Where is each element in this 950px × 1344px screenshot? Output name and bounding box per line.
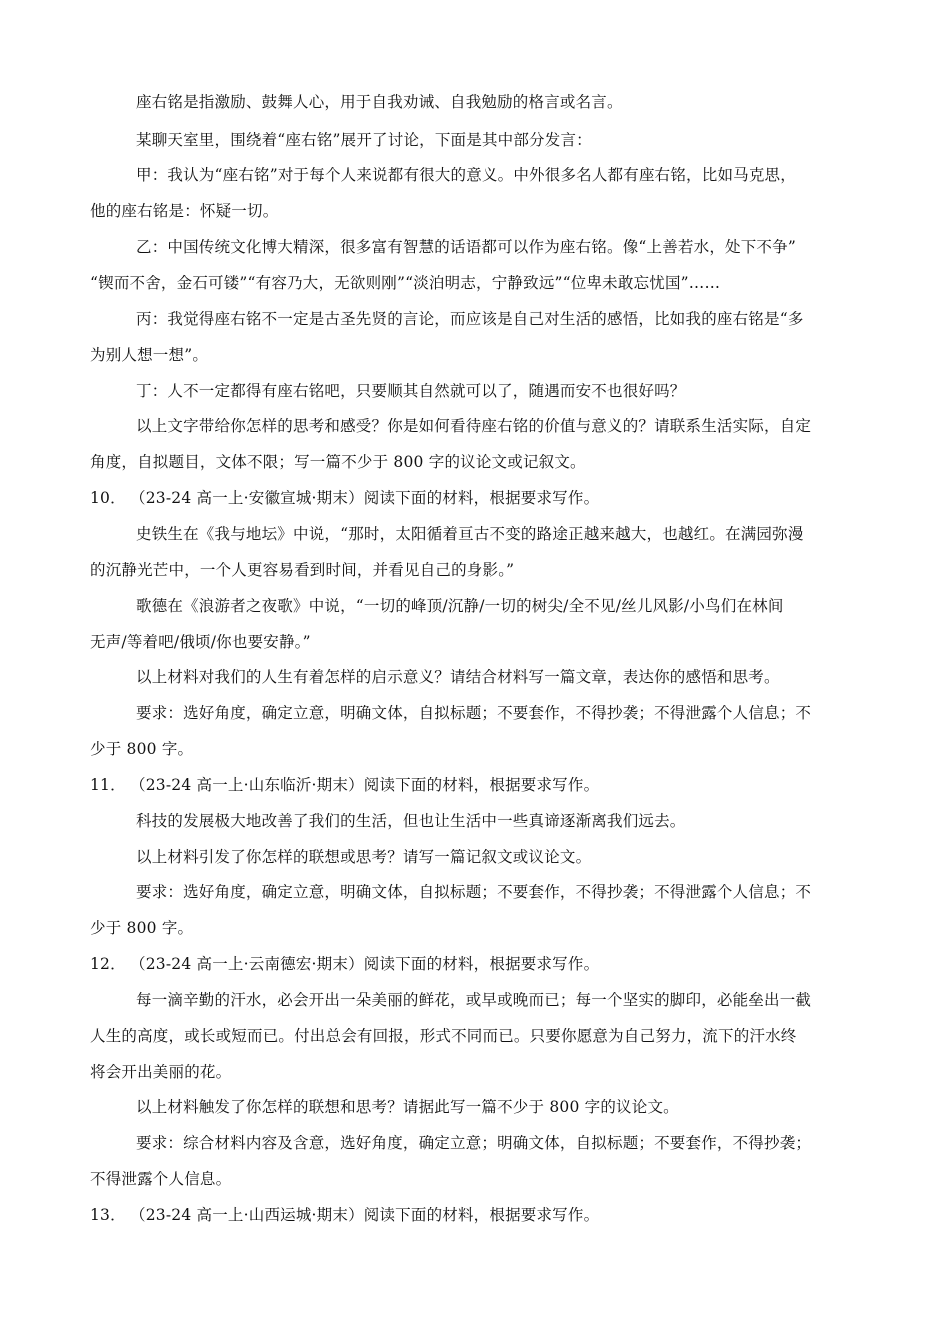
q11-material: 科技的发展极大地改善了我们的生活，但也让生活中一些真谛逐渐离我们远去。 [136,812,686,830]
q12-material-continued: 将会开出美丽的花。 [90,1063,232,1081]
question-11-header [90,775,599,795]
q10-requirements-continued: 少于 800 字。 [90,740,194,758]
question-13-header [90,1205,599,1225]
q11-requirements: 要求：选好角度，确定立意，明确文体，自拟标题；不要套作，不得抄袭；不得泄露个人信息；不 [136,883,812,901]
question-12-header [90,954,599,974]
q10-task: 以上材料对我们的人生有着怎样的启示意义？请结合材料写一篇文章，表达你的感悟和思考。 [136,668,780,686]
question-number: 10． [90,489,126,507]
q11-task: 以上材料引发了你怎样的联想或思考？请写一篇记叙文或议论文。 [136,848,592,866]
q12-requirements-continued: 不得泄露个人信息。 [90,1170,232,1188]
q9-speaker-bing-continued: 为别人想一想”。 [90,346,209,364]
q12-requirements: 要求：综合材料内容及含意，选好角度，确定立意；明确文体，自拟标题；不要套作，不得抄袭； [136,1134,812,1152]
q12-task: 以上材料触发了你怎样的联想和思考？请据此写一篇不少于 800 字的议论文。 [136,1098,679,1116]
question-source-title: （23-24 高一上·山东临沂·期末）阅读下面的材料，根据要求写作。 [130,776,600,794]
question-number: 13． [90,1206,126,1224]
q9-speaker-jia-continued: 他的座右铭是：怀疑一切。 [90,202,279,220]
q9-speaker-yi-continued: “锲而不舍，金石可镂”“有容乃大，无欲则刚”“淡泊明志，宁静致远”“位卑未敢忘忧国”…… [90,274,721,292]
q12-material-continued: 人生的高度，或长或短而已。付出总会有回报，形式不同而已。只要你愿意为自己努力，流下的汗水终 [90,1027,797,1045]
q9-speaker-yi: 乙：中国传统文化博大精深，很多富有智慧的话语都可以作为座右铭。像“上善若水，处下不争” [136,238,796,256]
q10-requirements: 要求：选好角度，确定立意，明确文体，自拟标题；不要套作，不得抄袭；不得泄露个人信息；不 [136,704,812,722]
q10-material-continued: 无声/等着吧/俄顷/你也要安静。” [90,633,311,651]
q9-task: 以上文字带给你怎样的思考和感受？你是如何看待座右铭的价值与意义的？请联系生活实际，自定 [136,417,812,435]
question-number: 12． [90,955,126,973]
q11-requirements-continued: 少于 800 字。 [90,919,194,937]
q9-task-continued: 角度，自拟题目，文体不限；写一篇不少于 800 字的议论文或记叙文。 [90,453,586,471]
question-10-header [90,488,599,508]
question-number: 11． [90,776,126,794]
q10-material: 歌德在《浪游者之夜歌》中说，“一切的峰顶/沉静/一切的树尖/全不见/丝儿风影/小鸟们在林间 [136,597,784,615]
q9-speaker-jia: 甲：我认为“座右铭”对于每个人来说都有很大的意义。中外很多名人都有座右铭，比如马克思， [136,166,796,184]
question-source-title: （23-24 高一上·安徽宣城·期末）阅读下面的材料，根据要求写作。 [130,489,600,507]
q9-speaker-ding: 丁：人不一定都得有座右铭吧，只要顺其自然就可以了，随遇而安不也很好吗？ [136,382,686,400]
q9-material-paragraph: 座右铭是指激励、鼓舞人心，用于自我劝诫、自我勉励的格言或名言。 [136,93,623,111]
q12-material: 每一滴辛勤的汗水，必会开出一朵美丽的鲜花，或早或晚而已；每一个坚实的脚印，必能垒出一截 [136,991,812,1009]
q9-speaker-bing: 丙：我觉得座右铭不一定是古圣先贤的言论，而应该是自己对生活的感悟，比如我的座右铭是“多 [136,310,804,328]
question-source-title: （23-24 高一上·云南德宏·期末）阅读下面的材料，根据要求写作。 [130,955,600,973]
q10-material: 史铁生在《我与地坛》中说，“那时，太阳循着亘古不变的路途正越来越大，也越红。在满园弥漫 [136,525,804,543]
question-source-title: （23-24 高一上·山西运城·期末）阅读下面的材料，根据要求写作。 [130,1206,600,1224]
q9-material-paragraph: 某聊天室里，围绕着“座右铭”展开了讨论，下面是其中部分发言： [136,131,592,149]
q10-material-continued: 的沉静光芒中，一个人更容易看到时间，并看见自己的身影。” [90,561,515,579]
